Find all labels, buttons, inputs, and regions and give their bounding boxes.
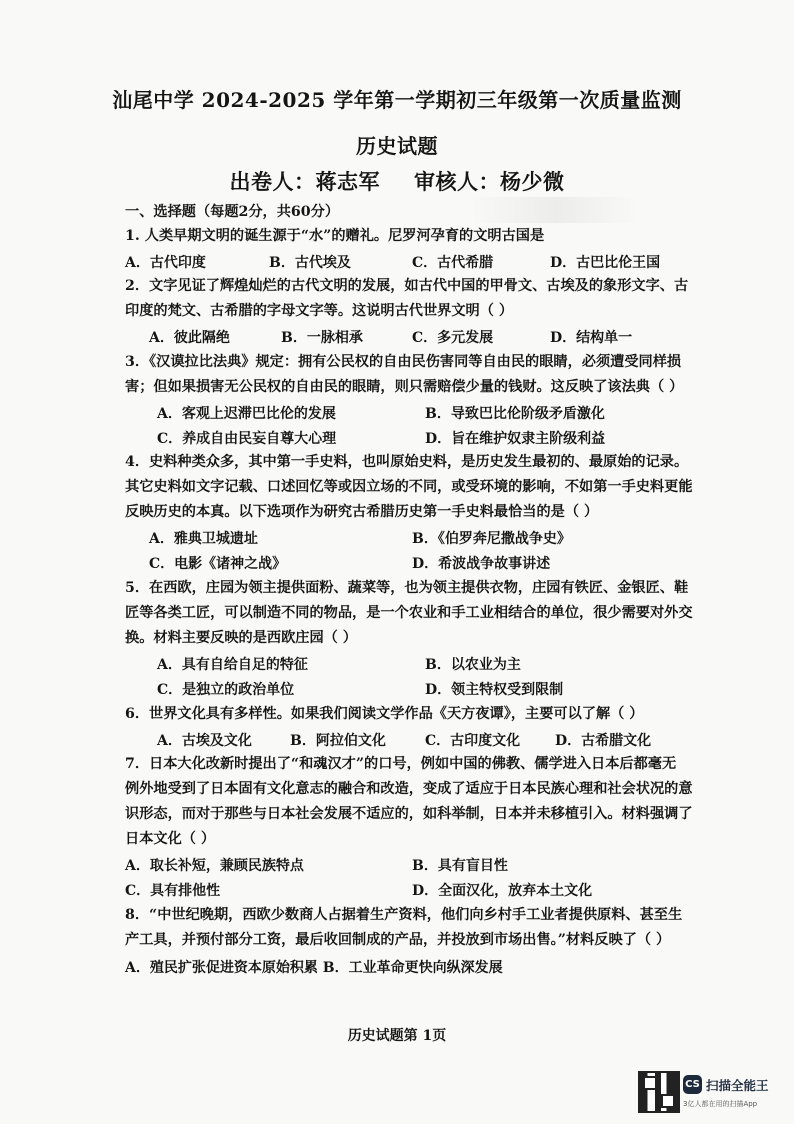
q5-option-c: C．是独立的政治单位 bbox=[157, 682, 295, 698]
question-7-line-3: 识形态，而对于那些与日本社会发展不适应的，如科举制，日本并未移植引入。材料强调了 bbox=[125, 806, 693, 822]
q3-option-a: A．客观上迟滞巴比伦的发展 bbox=[157, 406, 336, 422]
page-footer: 历史试题第 1页 bbox=[347, 1028, 447, 1044]
section-heading: 一、选择题（每题2分，共60分） bbox=[125, 204, 340, 220]
camscanner-tagline: 3亿人都在用的扫描App bbox=[683, 1100, 758, 1108]
question-8-line-2: 产工具，并预付部分工资，最后收回制成的产品，并投放到市场出售。”材料反映了（ ） bbox=[125, 932, 671, 948]
q1-option-b: B．古代埃及 bbox=[269, 255, 351, 271]
q6-option-a: A．古埃及文化 bbox=[157, 733, 252, 749]
question-5-line-1: 5．在西欧，庄园为领主提供面粉、蔬菜等，也为领主提供衣物，庄园有铁匠、金银匠、鞋 bbox=[125, 580, 689, 596]
q4-option-a: A．雅典卫城遗址 bbox=[149, 531, 258, 547]
q5-option-d: D．领主特权受到限制 bbox=[425, 682, 564, 698]
q2-option-a: A．彼此隔绝 bbox=[149, 330, 230, 346]
exam-title: 汕尾中学 2024-2025 学年第一学期初三年级第一次质量监测 bbox=[112, 88, 682, 112]
camscanner-app-name: 扫描全能王 bbox=[706, 1078, 769, 1093]
q3-option-b: B．导致巴比伦阶级矛盾激化 bbox=[425, 406, 605, 422]
q5-option-a: A．具有自给自足的特征 bbox=[157, 657, 308, 673]
question-4-line-1: 4．史料种类众多，其中第一手史料，也叫原始史料，是历史发生最初的、最原始的记录。 bbox=[125, 454, 689, 470]
exam-credits bbox=[0, 166, 794, 196]
question-5-line-2: 匠等各类工匠，可以制造不同的物品，是一个农业和手工业相结合的单位，很少需要对外交 bbox=[125, 605, 693, 621]
author-label: 出卷人：蒋志军 bbox=[229, 169, 380, 194]
q5-option-b: B．以农业为主 bbox=[425, 657, 521, 673]
q8-options-ab: A．殖民扩张促进资本原始积累 B．工业革命更快向纵深发展 bbox=[125, 960, 503, 976]
scan-artifact bbox=[470, 197, 640, 223]
q7-option-a: A．取长补短，兼顾民族特点 bbox=[125, 858, 304, 874]
question-3-line-1: 3．《汉谟拉比法典》规定：拥有公民权的自由民伤害同等自由民的眼睛，必须遭受同样损 bbox=[125, 354, 682, 370]
q2-option-b: B．一脉相承 bbox=[281, 330, 363, 346]
question-4-line-3: 反映历史的本真。以下选项作为研究古希腊历史第一手史料最恰当的是（ ） bbox=[125, 504, 599, 520]
camscanner-logo: CS bbox=[683, 1075, 702, 1094]
q7-option-c: C．具有排他性 bbox=[125, 883, 221, 899]
q7-option-d: D．全面汉化，放弃本土文化 bbox=[412, 883, 593, 899]
question-2-line-2: 印度的梵文、古希腊的字母文字等。这说明古代世界文明（ ） bbox=[125, 303, 514, 319]
question-3-line-2: 害；但如果损害无公民权的自由民的眼睛，则只需赔偿少量的钱财。这反映了该法典（ ） bbox=[125, 379, 684, 395]
question-8-line-1: 8．“中世纪晚期，西欧少数商人占据着生产资料，他们向乡村手工业者提供原料、甚至生 bbox=[125, 907, 683, 923]
q6-option-c: C．古印度文化 bbox=[425, 733, 521, 749]
q2-option-c: C．多元发展 bbox=[412, 330, 494, 346]
q3-option-d: D．旨在维护奴隶主阶级利益 bbox=[425, 431, 606, 447]
q1-option-d: D．古巴比伦王国 bbox=[550, 255, 661, 271]
qr-code-icon bbox=[638, 1071, 680, 1113]
question-7-line-2: 例外地受到了日本固有文化意志的融合和改造，变成了适应于日本民族心理和社会状况的意 bbox=[125, 781, 693, 797]
q3-option-c: C．养成自由民妄自尊大心理 bbox=[157, 431, 337, 447]
question-2-line-1: 2．文字见证了辉煌灿烂的古代文明的发展，如古代中国的甲骨文、古埃及的象形文字、古 bbox=[125, 278, 689, 294]
question-7-line-4: 日本文化（ ） bbox=[125, 831, 216, 847]
q7-option-b: B．具有盲目性 bbox=[412, 858, 508, 874]
question-4-line-2: 其它史料如文字记载、口述回忆等或因立场的不同，或受环境的影响，不如第一手史料更能 bbox=[125, 479, 693, 495]
question-5-line-3: 换。材料主要反映的是西欧庄园（ ） bbox=[125, 630, 357, 646]
exam-subtitle: 历史试题 bbox=[356, 134, 438, 158]
q4-option-c: C．电影《诸神之战》 bbox=[149, 556, 287, 572]
q4-option-b: B．《伯罗奔尼撒战争史》 bbox=[412, 531, 571, 547]
q6-option-d: D．古希腊文化 bbox=[555, 733, 652, 749]
q2-option-d: D．结构单一 bbox=[550, 330, 633, 346]
reviewer-label: 审核人：杨少微 bbox=[414, 169, 565, 194]
q4-option-d: D．希波战争故事讲述 bbox=[412, 556, 551, 572]
question-1-line-1: 1. 人类早期文明的诞生源于“水”的赠礼。尼罗河孕育的文明古国是 bbox=[125, 228, 545, 244]
q6-option-b: B．阿拉伯文化 bbox=[290, 733, 386, 749]
question-7-line-1: 7．日本大化改新时提出了“和魂汉才”的口号，例如中国的佛教、儒学进入日本后都毫无 bbox=[125, 756, 677, 772]
q1-option-c: C．古代希腊 bbox=[412, 255, 494, 271]
q1-option-a: A．古代印度 bbox=[125, 255, 206, 271]
question-6-line-1: 6．世界文化具有多样性。如果我们阅读文学作品《天方夜谭》，主要可以了解（ ） bbox=[125, 706, 644, 722]
